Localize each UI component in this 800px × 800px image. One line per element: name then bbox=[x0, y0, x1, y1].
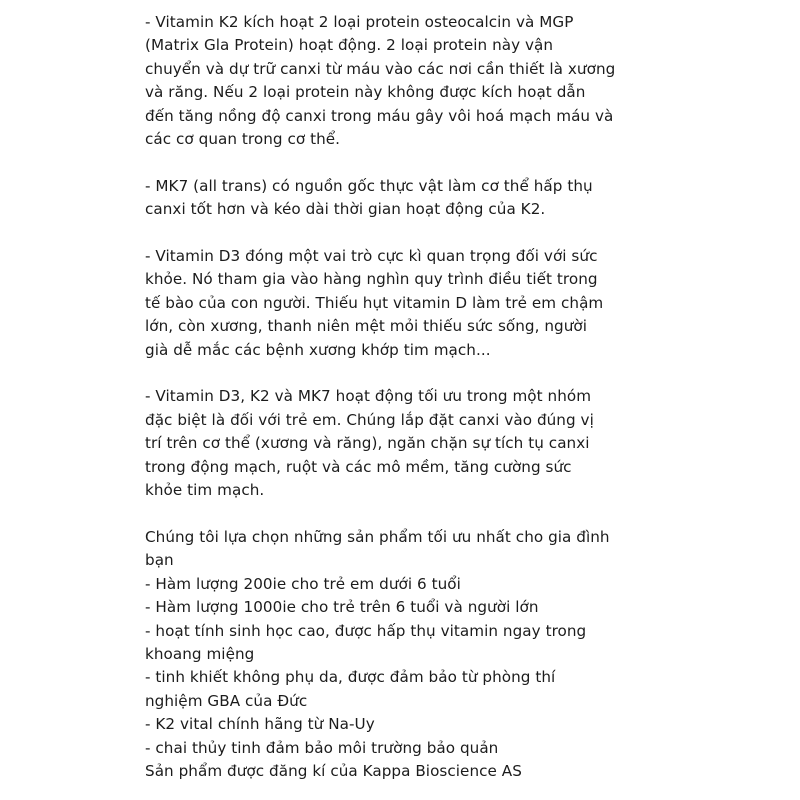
list-item: - Hàm lượng 1000ie cho trẻ trên 6 tuổi và người lớn bbox=[145, 598, 539, 617]
paragraph-vitamin-k2 bbox=[145, 11, 665, 151]
text-line: lớn, còn xương, thanh niên mệt mỏi thiếu sức sống, người bbox=[145, 317, 588, 336]
text-line: canxi tốt hơn và kéo dài thời gian hoạt động của K2. bbox=[145, 200, 546, 219]
text-line: và răng. Nếu 2 loại protein này không được kích hoạt dẫn bbox=[145, 83, 586, 102]
text-line: (Matrix Gla Protein) hoạt động. 2 loại protein này vận bbox=[145, 36, 554, 55]
list-item: - chai thủy tinh đảm bảo môi trường bảo quản bbox=[145, 738, 499, 757]
list-item: - K2 vital chính hãng từ Na-Uy bbox=[145, 715, 375, 734]
text-line: trí trên cơ thể (xương và răng), ngăn chặn sự tích tụ canxi bbox=[145, 434, 590, 453]
list-intro: bạn bbox=[145, 551, 174, 570]
text-line: - Vitamin D3 đóng một vai trò cực kì quan trọng đối với sức bbox=[145, 247, 598, 266]
text-line: trong động mạch, ruột và các mô mềm, tăng cường sức bbox=[145, 457, 572, 476]
text-line: - Vitamin D3, K2 và MK7 hoạt động tối ưu trong một nhóm bbox=[145, 387, 592, 406]
text-line: - MK7 (all trans) có nguồn gốc thực vật làm cơ thể hấp thụ bbox=[145, 176, 593, 195]
list-item: - tinh khiết không phụ da, được đảm bảo từ phòng thí bbox=[145, 668, 556, 687]
text-line: - Vitamin K2 kích hoạt 2 loại protein osteocalcin và MGP bbox=[145, 13, 574, 31]
text-line: các cơ quan trong cơ thể. bbox=[145, 130, 341, 149]
text-line: khỏe. Nó tham gia vào hàng nghìn quy trình điều tiết trong bbox=[145, 270, 598, 289]
paragraph-mk7 bbox=[145, 175, 665, 222]
list-intro: Chúng tôi lựa chọn những sản phẩm tối ưu nhất cho gia đình bbox=[145, 527, 610, 546]
text-line: đến tăng nồng độ canxi trong máu gây vôi hoá mạch máu và bbox=[145, 106, 614, 125]
text-line: tế bào của con người. Thiếu hụt vitamin D làm trẻ em chậm bbox=[145, 293, 604, 312]
product-features-list bbox=[145, 526, 665, 783]
document-text bbox=[145, 11, 665, 783]
list-item: khoang miệng bbox=[145, 644, 255, 663]
text-line: khỏe tim mạch. bbox=[145, 481, 265, 500]
list-item: - hoạt tính sinh học cao, được hấp thụ vitamin ngay trong bbox=[145, 621, 587, 640]
list-item: - Hàm lượng 200ie cho trẻ em dưới 6 tuổi bbox=[145, 574, 461, 593]
paragraph-vitamin-d3 bbox=[145, 245, 665, 362]
list-item: nghiệm GBA của Đức bbox=[145, 691, 308, 710]
text-line: chuyển và dự trữ canxi từ máu vào các nơi cần thiết là xương bbox=[145, 59, 616, 78]
paragraph-combined bbox=[145, 385, 665, 502]
text-line: đặc biệt là đối với trẻ em. Chúng lắp đặt canxi vào đúng vị bbox=[145, 410, 594, 429]
text-line: già dễ mắc các bệnh xương khớp tim mạch... bbox=[145, 340, 491, 359]
closing-line: Sản phẩm được đăng kí của Kappa Bioscience AS bbox=[145, 761, 522, 780]
